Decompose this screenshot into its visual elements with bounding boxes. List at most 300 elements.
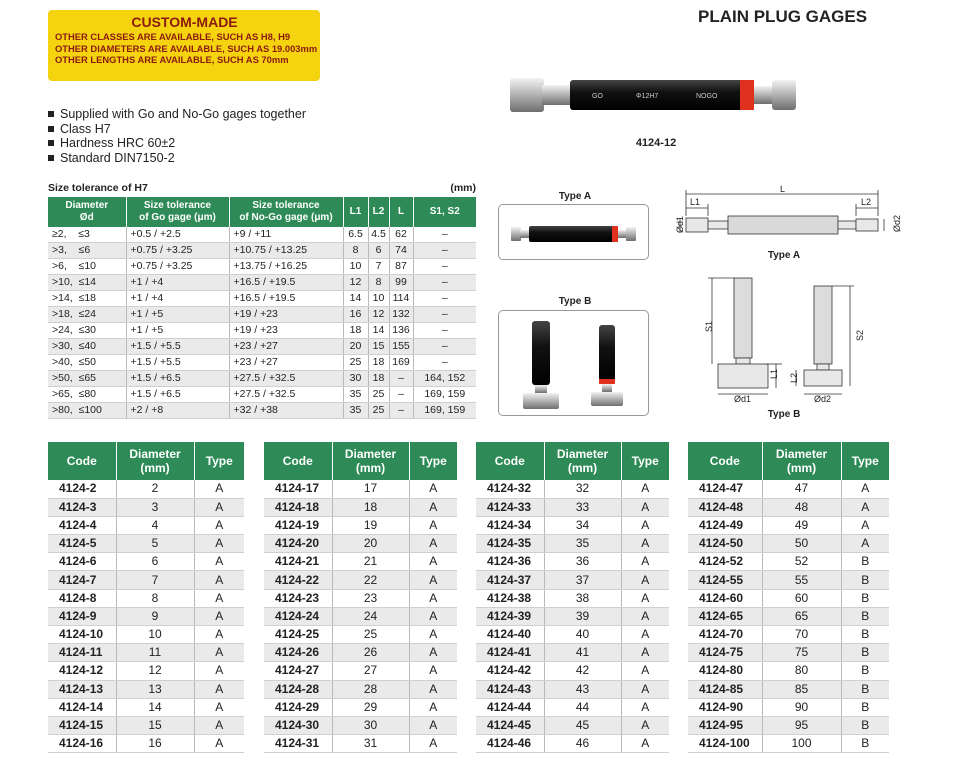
tolerance-cell: 25: [343, 355, 368, 371]
tolerance-cell: 132: [389, 307, 413, 323]
code-header-cell: Diameter (mm): [332, 442, 409, 480]
code-row: [688, 589, 889, 607]
tolerance-cell: 164, 152: [413, 371, 476, 387]
bullet-icon: [48, 111, 54, 117]
code-cell: 4124-35: [476, 535, 544, 553]
tolerance-cell: +1.5 / +5.5: [126, 355, 229, 371]
code-row: [688, 553, 889, 571]
diameter-cell: 37: [544, 571, 621, 589]
code-row: [264, 498, 457, 516]
tolerance-header-cell: S1, S2: [413, 197, 476, 227]
tolerance-cell: –: [413, 243, 476, 259]
code-row: [48, 626, 244, 644]
code-row: [264, 644, 457, 662]
code-table: [48, 442, 244, 753]
code-header-cell: Diameter (mm): [116, 442, 194, 480]
tolerance-cell: +1.5 / +6.5: [126, 387, 229, 403]
code-header-cell: Type: [409, 442, 457, 480]
diameter-cell: 60: [762, 589, 841, 607]
diameter-cell: 70: [762, 626, 841, 644]
code-cell: 4124-10: [48, 626, 116, 644]
code-header-cell: Code: [264, 442, 332, 480]
code-cell: 4124-36: [476, 553, 544, 571]
type-cell: B: [841, 571, 889, 589]
code-cell: 4124-22: [264, 571, 332, 589]
type-cell: A: [194, 716, 244, 734]
diameter-cell: 47: [762, 480, 841, 498]
tolerance-cell: –: [413, 275, 476, 291]
bullet-icon: [48, 140, 54, 146]
tolerance-row: [48, 371, 476, 387]
diameter-cell: 50: [762, 535, 841, 553]
type-cell: A: [621, 626, 669, 644]
code-cell: 4124-30: [264, 716, 332, 734]
tolerance-cell: +1.5 / +5.5: [126, 339, 229, 355]
feature-text: Supplied with Go and No-Go gages together: [60, 107, 306, 121]
diameter-cell: 80: [762, 662, 841, 680]
code-header-cell: Type: [841, 442, 889, 480]
code-row: [476, 716, 669, 734]
tolerance-cell: 62: [389, 227, 413, 243]
diameter-cell: 9: [116, 607, 194, 625]
tolerance-cell: +27.5 / +32.5: [229, 371, 343, 387]
type-cell: A: [409, 498, 457, 516]
feature-text: Class H7: [60, 121, 111, 136]
type-cell: A: [621, 553, 669, 571]
code-row: [476, 553, 669, 571]
code-cell: 4124-20: [264, 535, 332, 553]
code-cell: 4124-85: [688, 680, 762, 698]
code-header-cell: Type: [194, 442, 244, 480]
bullet-icon: [48, 155, 54, 161]
diameter-cell: 35: [544, 535, 621, 553]
tolerance-cell: 12: [343, 275, 368, 291]
diameter-cell: 17: [332, 480, 409, 498]
code-row: [688, 571, 889, 589]
tolerance-unit: (mm): [450, 182, 476, 194]
dim-S1: S1: [704, 320, 714, 332]
code-row: [264, 480, 457, 498]
code-row: [688, 662, 889, 680]
diameter-cell: 12: [116, 662, 194, 680]
code-cell: 4124-12: [48, 662, 116, 680]
type-cell: A: [409, 553, 457, 571]
code-row: [264, 716, 457, 734]
size-marking: Φ12H7: [636, 93, 659, 100]
tolerance-row: [48, 275, 476, 291]
tolerance-cell: +2 / +8: [126, 403, 229, 419]
dim-L1: L1: [690, 197, 701, 207]
tolerance-row: [48, 259, 476, 275]
code-cell: 4124-7: [48, 571, 116, 589]
code-row: [688, 716, 889, 734]
tolerance-cell: 30: [343, 371, 368, 387]
tolerance-cell: ≥2, ≤3: [48, 227, 126, 243]
type-cell: B: [841, 589, 889, 607]
dim-d2: Ød2: [814, 394, 832, 404]
type-cell: A: [194, 516, 244, 534]
tolerance-cell: +27.5 / +32.5: [229, 387, 343, 403]
type-cell: B: [841, 698, 889, 716]
code-row: [48, 535, 244, 553]
type-cell: A: [194, 589, 244, 607]
dim-L1: L1: [769, 368, 779, 379]
code-cell: 4124-90: [688, 698, 762, 716]
type-cell: A: [409, 626, 457, 644]
diameter-cell: 95: [762, 716, 841, 734]
code-table: [476, 442, 669, 753]
type-cell: A: [409, 480, 457, 498]
tolerance-title: Size tolerance of H7: [48, 182, 148, 194]
tolerance-cell: 10: [368, 291, 389, 307]
diameter-cell: 13: [116, 680, 194, 698]
tolerance-cell: –: [413, 259, 476, 275]
code-row: [688, 480, 889, 498]
feature-item: [48, 122, 306, 137]
custom-made-banner: [48, 10, 320, 81]
type-cell: A: [409, 735, 457, 753]
code-row: [476, 516, 669, 534]
tolerance-cell: +19 / +23: [229, 323, 343, 339]
type-cell: A: [409, 662, 457, 680]
tolerance-cell: +9 / +11: [229, 227, 343, 243]
diameter-cell: 48: [762, 498, 841, 516]
diameter-cell: 30: [332, 716, 409, 734]
tolerance-cell: –: [413, 291, 476, 307]
code-cell: 4124-48: [688, 498, 762, 516]
code-cell: 4124-29: [264, 698, 332, 716]
code-row: [264, 535, 457, 553]
type-cell: A: [409, 571, 457, 589]
code-row: [476, 535, 669, 553]
diameter-cell: 23: [332, 589, 409, 607]
code-cell: 4124-44: [476, 698, 544, 716]
code-row: [688, 644, 889, 662]
code-row: [48, 589, 244, 607]
tolerance-cell: –: [413, 355, 476, 371]
diameter-cell: 7: [116, 571, 194, 589]
diameter-cell: 36: [544, 553, 621, 571]
tolerance-cell: +16.5 / +19.5: [229, 275, 343, 291]
tolerance-row: [48, 355, 476, 371]
tolerance-cell: +32 / +38: [229, 403, 343, 419]
diameter-cell: 29: [332, 698, 409, 716]
type-cell: A: [621, 589, 669, 607]
nogo-marking: NOGO: [696, 93, 718, 100]
code-row: [48, 698, 244, 716]
code-row: [476, 680, 669, 698]
diameter-cell: 6: [116, 553, 194, 571]
type-cell: A: [409, 607, 457, 625]
diameter-cell: 20: [332, 535, 409, 553]
code-cell: 4124-46: [476, 735, 544, 753]
code-cell: 4124-18: [264, 498, 332, 516]
tolerance-cell: >10, ≤14: [48, 275, 126, 291]
code-row: [688, 626, 889, 644]
code-cell: 4124-11: [48, 644, 116, 662]
tolerance-cell: 6.5: [343, 227, 368, 243]
code-cell: 4124-27: [264, 662, 332, 680]
code-cell: 4124-39: [476, 607, 544, 625]
tolerance-cell: >18, ≤24: [48, 307, 126, 323]
code-row: [48, 553, 244, 571]
tolerance-header-cell: L1: [343, 197, 368, 227]
tolerance-cell: 10: [343, 259, 368, 275]
tolerance-cell: >65, ≤80: [48, 387, 126, 403]
code-row: [264, 626, 457, 644]
code-row: [48, 607, 244, 625]
type-cell: A: [409, 644, 457, 662]
tolerance-cell: 15: [368, 339, 389, 355]
tolerance-cell: 169: [389, 355, 413, 371]
tolerance-cell: 169, 159: [413, 403, 476, 419]
code-cell: 4124-17: [264, 480, 332, 498]
code-cell: 4124-60: [688, 589, 762, 607]
tolerance-cell: 114: [389, 291, 413, 307]
tolerance-cell: 8: [368, 275, 389, 291]
code-cell: 4124-70: [688, 626, 762, 644]
photo-caption: 4124-12: [635, 137, 677, 149]
tolerance-cell: 8: [343, 243, 368, 259]
code-cell: 4124-45: [476, 716, 544, 734]
code-row: [264, 662, 457, 680]
dim-d1: Ød1: [734, 394, 752, 404]
code-cell: 4124-8: [48, 589, 116, 607]
diameter-cell: 26: [332, 644, 409, 662]
diameter-cell: 10: [116, 626, 194, 644]
type-cell: A: [621, 716, 669, 734]
type-cell: B: [841, 644, 889, 662]
tolerance-cell: 99: [389, 275, 413, 291]
code-cell: 4124-2: [48, 480, 116, 498]
code-row: [48, 716, 244, 734]
tolerance-header-cell: Size tolerance of No-Go gage (μm): [229, 197, 343, 227]
tolerance-cell: –: [389, 403, 413, 419]
diameter-cell: 49: [762, 516, 841, 534]
diameter-cell: 43: [544, 680, 621, 698]
tolerance-cell: 16: [343, 307, 368, 323]
code-row: [48, 480, 244, 498]
diameter-cell: 2: [116, 480, 194, 498]
code-row: [476, 607, 669, 625]
tolerance-cell: 4.5: [368, 227, 389, 243]
code-row: [688, 516, 889, 534]
code-cell: 4124-95: [688, 716, 762, 734]
code-cell: 4124-5: [48, 535, 116, 553]
tolerance-cell: >3, ≤6: [48, 243, 126, 259]
tolerance-row: [48, 307, 476, 323]
bullet-icon: [48, 126, 54, 132]
type-cell: A: [621, 735, 669, 753]
diameter-cell: 31: [332, 735, 409, 753]
type-cell: B: [841, 735, 889, 753]
diameter-cell: 100: [762, 735, 841, 753]
tolerance-row: [48, 243, 476, 259]
code-row: [264, 680, 457, 698]
type-cell: A: [194, 535, 244, 553]
type-cell: A: [621, 571, 669, 589]
code-cell: 4124-37: [476, 571, 544, 589]
type-cell: A: [194, 644, 244, 662]
diameter-cell: 27: [332, 662, 409, 680]
code-table: [688, 442, 889, 753]
feature-list: [48, 107, 306, 165]
tolerance-cell: –: [413, 323, 476, 339]
diameter-cell: 15: [116, 716, 194, 734]
code-cell: 4124-47: [688, 480, 762, 498]
code-row: [688, 735, 889, 753]
diameter-cell: 22: [332, 571, 409, 589]
code-row: [688, 535, 889, 553]
code-cell: 4124-33: [476, 498, 544, 516]
type-cell: A: [621, 498, 669, 516]
code-header-cell: Code: [688, 442, 762, 480]
code-row: [476, 589, 669, 607]
dim-L: L: [780, 184, 786, 194]
feature-item: [48, 151, 306, 166]
diameter-cell: 18: [332, 498, 409, 516]
code-cell: 4124-40: [476, 626, 544, 644]
type-b-photo: [498, 310, 649, 416]
diameter-cell: 4: [116, 516, 194, 534]
feature-text: Hardness HRC 60±2: [60, 136, 176, 150]
diameter-cell: 14: [116, 698, 194, 716]
code-cell: 4124-100: [688, 735, 762, 753]
tolerance-cell: +23 / +27: [229, 339, 343, 355]
tolerance-caption: [48, 182, 476, 194]
type-cell: A: [194, 735, 244, 753]
code-cell: 4124-80: [688, 662, 762, 680]
diameter-cell: 25: [332, 626, 409, 644]
code-row: [476, 480, 669, 498]
code-row: [264, 516, 457, 534]
dim-L2: L2: [789, 372, 799, 383]
tolerance-cell: 35: [343, 387, 368, 403]
type-cell: A: [621, 607, 669, 625]
code-row: [476, 571, 669, 589]
code-cell: 4124-15: [48, 716, 116, 734]
code-cell: 4124-28: [264, 680, 332, 698]
tolerance-cell: 74: [389, 243, 413, 259]
tolerance-cell: 18: [343, 323, 368, 339]
code-row: [476, 698, 669, 716]
feature-text: Standard DIN7150-2: [60, 150, 175, 165]
code-row: [264, 589, 457, 607]
type-cell: A: [194, 498, 244, 516]
tolerance-table: [48, 197, 476, 419]
code-cell: 4124-55: [688, 571, 762, 589]
diameter-cell: 33: [544, 498, 621, 516]
tolerance-cell: >80, ≤100: [48, 403, 126, 419]
code-cell: 4124-31: [264, 735, 332, 753]
type-cell: B: [841, 553, 889, 571]
code-cell: 4124-43: [476, 680, 544, 698]
type-cell: A: [409, 516, 457, 534]
tolerance-cell: –: [389, 387, 413, 403]
type-cell: A: [409, 589, 457, 607]
code-row: [48, 735, 244, 753]
code-row: [476, 498, 669, 516]
tolerance-header-cell: L: [389, 197, 413, 227]
type-cell: A: [194, 680, 244, 698]
type-a-photo: [498, 204, 649, 260]
diameter-cell: 75: [762, 644, 841, 662]
tolerance-cell: 25: [368, 403, 389, 419]
type-cell: A: [409, 680, 457, 698]
type-cell: A: [194, 626, 244, 644]
tolerance-cell: 169, 159: [413, 387, 476, 403]
type-cell: A: [621, 680, 669, 698]
code-header-cell: Diameter (mm): [762, 442, 841, 480]
dim-L2: L2: [861, 197, 872, 207]
type-cell: B: [841, 662, 889, 680]
diameter-cell: 85: [762, 680, 841, 698]
tolerance-cell: 14: [368, 323, 389, 339]
code-row: [48, 662, 244, 680]
code-cell: 4124-21: [264, 553, 332, 571]
code-row: [264, 553, 457, 571]
type-cell: A: [194, 698, 244, 716]
code-row: [688, 680, 889, 698]
dim-d2: Ød2: [892, 214, 902, 232]
tolerance-row: [48, 403, 476, 419]
tolerance-cell: >50, ≤65: [48, 371, 126, 387]
diameter-cell: 5: [116, 535, 194, 553]
type-cell: A: [621, 516, 669, 534]
type-cell: A: [621, 698, 669, 716]
type-a-photo-label: Type A: [558, 191, 592, 202]
type-cell: B: [841, 607, 889, 625]
tolerance-row: [48, 227, 476, 243]
code-cell: 4124-23: [264, 589, 332, 607]
tolerance-cell: –: [413, 339, 476, 355]
tolerance-cell: +16.5 / +19.5: [229, 291, 343, 307]
feature-item: [48, 136, 306, 151]
tolerance-cell: 18: [368, 355, 389, 371]
tolerance-row: [48, 291, 476, 307]
dim-d1: Ød1: [675, 215, 685, 233]
code-row: [48, 680, 244, 698]
code-cell: 4124-6: [48, 553, 116, 571]
diameter-cell: 65: [762, 607, 841, 625]
type-cell: B: [841, 716, 889, 734]
diameter-cell: 46: [544, 735, 621, 753]
type-cell: A: [194, 553, 244, 571]
code-row: [48, 644, 244, 662]
diameter-cell: 21: [332, 553, 409, 571]
diameter-cell: 19: [332, 516, 409, 534]
code-cell: 4124-24: [264, 607, 332, 625]
tolerance-header-cell: Diameter Ød: [48, 197, 126, 227]
tolerance-cell: 35: [343, 403, 368, 419]
tolerance-row: [48, 387, 476, 403]
type-b-diagram: [690, 272, 870, 404]
code-row: [48, 516, 244, 534]
tolerance-cell: 7: [368, 259, 389, 275]
type-cell: A: [841, 480, 889, 498]
type-b-photo-label: Type B: [558, 296, 592, 307]
tolerance-cell: >30, ≤40: [48, 339, 126, 355]
custom-made-line: OTHER LENGTHS ARE AVAILABLE, SUCH AS 70mm: [55, 54, 289, 65]
code-cell: 4124-49: [688, 516, 762, 534]
tolerance-cell: +1 / +4: [126, 275, 229, 291]
code-row: [48, 571, 244, 589]
plug-gage-photo: [508, 74, 798, 116]
code-cell: 4124-65: [688, 607, 762, 625]
code-row: [476, 626, 669, 644]
code-row: [48, 498, 244, 516]
code-row: [476, 662, 669, 680]
